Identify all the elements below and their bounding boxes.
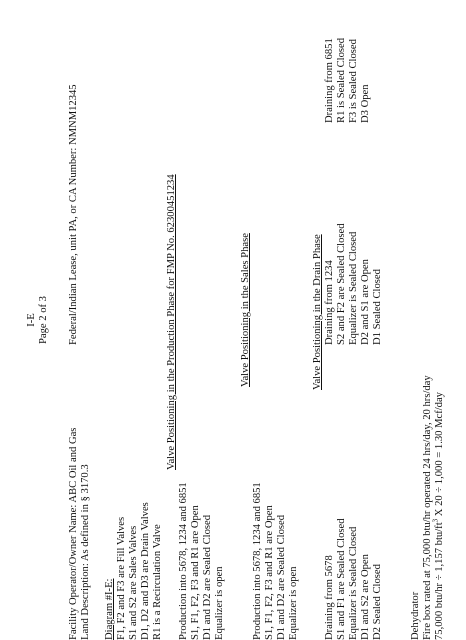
list-item: Equalizer is open (288, 566, 299, 640)
drain-column-6851 (324, 38, 372, 123)
list-item: Equalizer is open (214, 566, 225, 640)
dehydrator-section (410, 375, 446, 640)
diagram-line: D1, D2 and D3 are Drain Valves (140, 502, 151, 640)
list-item: S1 and F1 are Sealed Closed (336, 518, 347, 640)
list-item: S1, F1, F2, F3 and R1 are Open (264, 505, 275, 640)
list-item: Draining from 1234 (324, 260, 335, 345)
list-item: S2 and F2 are Sealed Closed (336, 223, 347, 345)
list-item: D1 Sealed Closed (372, 269, 383, 345)
list-item: Equalizer is Sealed Closed (348, 526, 359, 640)
list-item: Draining from 6851 (324, 38, 335, 123)
list-item: R1 is Sealed Closed (336, 37, 347, 123)
list-item: D2 Sealed Closed (372, 564, 383, 640)
list-item: Production into 5678, 1234 and 6851 (252, 482, 263, 640)
diagram-heading: Diagram #I-E: (104, 578, 115, 640)
page-number: Page 2 of 3 (38, 296, 49, 344)
list-item: Draining from 5678 (324, 555, 335, 640)
formula-exponent: 3 (431, 518, 440, 523)
land-description: Land Description: As defined in § 3170.3 (80, 464, 91, 640)
dehydrator-formula (431, 375, 446, 640)
sales-phase-title: Valve Positioning in the Sales Phase (240, 233, 251, 387)
list-item: D2 and S1 are Open (360, 259, 371, 345)
list-item: D3 Open (360, 84, 371, 123)
operator-name: Facility Operator/Owner Name: ABC Oil and Gas (68, 427, 79, 640)
diagram-line: R1 is a Recirculation Valve (152, 524, 163, 640)
formula-part: X 20 ÷ 1,000 = 1.30 Mcf/day (434, 392, 445, 519)
production-phase-title: Valve Positioning in the Production Phase for FMP No. 62300451234 (166, 174, 177, 470)
dehydrator-heading: Dehydrator (410, 591, 421, 640)
list-item: S1, F1, F2, F3 and R1 are Open (190, 505, 201, 640)
list-item: Production into 5678, 1234 and 6851 (178, 482, 189, 640)
list-item: D1 and S2 are Open (360, 554, 371, 640)
lease-number: Federal/Indian Lease, unit PA, or CA Number: NMNM12345 (68, 84, 79, 345)
drain-phase-title: Valve Positioning in the Drain Phase (312, 234, 323, 390)
list-item: Equalizer is Sealed Closed (348, 231, 359, 345)
section-label: I-E (26, 313, 37, 327)
drain-column-1234 (324, 223, 384, 345)
list-item: D1 and D2 are Sealed Closed (202, 514, 213, 640)
drain-column-5678 (324, 518, 384, 640)
dehydrator-line: Fire box rated at 75,000 btu/hr operated 24 hrs/day, 20 hrs/day (422, 375, 433, 640)
diagram-line: S1 and S2 are Sales Valves (128, 525, 139, 640)
production-phase-list (178, 482, 226, 640)
list-item: D1 and D2 are Sealed Closed (276, 514, 287, 640)
diagram-line: F1, F2 and F3 are Fill Valves (116, 516, 127, 640)
diagram-legend (104, 502, 164, 640)
sales-phase-list (252, 482, 300, 640)
list-item: F3 is Sealed Closed (348, 39, 359, 123)
formula-part: 75,000 btu/hr ÷ 1,157 btu/ft (434, 522, 445, 640)
